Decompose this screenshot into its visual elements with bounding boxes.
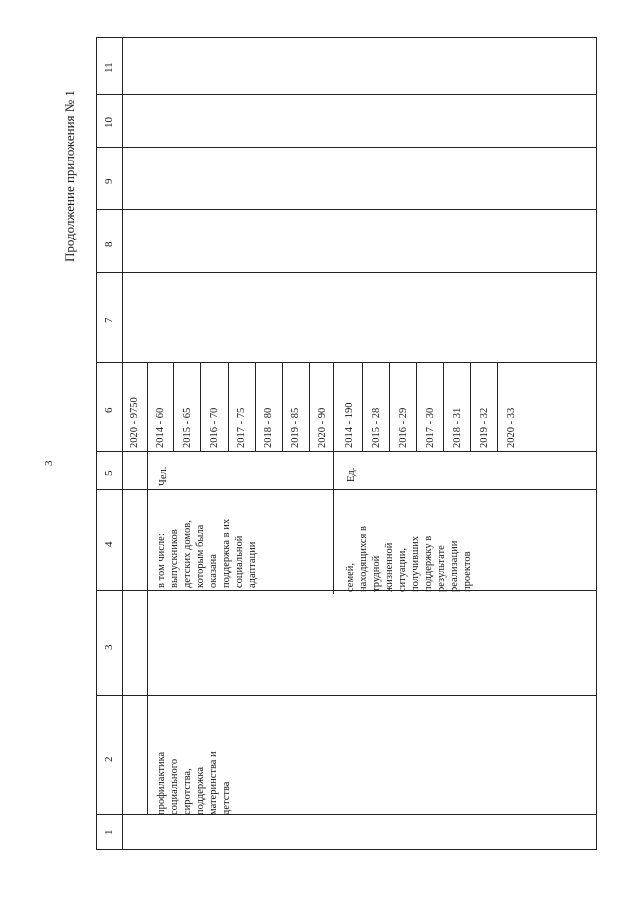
group-sep <box>333 362 334 594</box>
col-sep-9-10 <box>96 147 597 148</box>
c6-sep <box>443 362 444 451</box>
indicator-b: семей, находящихся в трудной жизненной ситуации, получивших поддержку в результате реализации проектов <box>345 526 473 592</box>
c6-sep <box>200 362 201 451</box>
col-number-1: 1 <box>103 829 115 835</box>
c6-sep <box>362 362 363 451</box>
c6-sep <box>416 362 417 451</box>
value-b-1: 2015 - 28 <box>371 407 382 448</box>
col-number-3: 3 <box>103 644 115 650</box>
value-a-6: 2019 - 85 <box>290 407 301 448</box>
col-sep-7-8 <box>96 272 597 273</box>
unit-b: Ед. <box>346 467 357 482</box>
col-sep-4-5 <box>96 489 597 490</box>
value-a-5: 2018 - 80 <box>263 407 274 448</box>
col-number-4: 4 <box>103 541 115 547</box>
value-a-3: 2016 - 70 <box>209 407 220 448</box>
value-a-0: 2020 - 9750 <box>129 397 140 448</box>
value-b-5: 2019 - 32 <box>479 407 490 448</box>
program-description: профилактика социального сиротства, поддержка материнства и детства <box>156 751 232 815</box>
page-title: Продолжение приложения № 1 <box>62 90 77 262</box>
c6-sep <box>228 362 229 451</box>
col-sep-5-6 <box>96 451 597 452</box>
value-b-3: 2017 - 30 <box>425 407 436 448</box>
col-sep-10-11 <box>96 94 597 95</box>
value-a-2: 2015 - 65 <box>182 407 193 448</box>
value-b-2: 2016 - 29 <box>398 407 409 448</box>
c6-sep <box>309 362 310 451</box>
c6-sep <box>497 362 498 451</box>
page-number: 3 <box>43 460 55 466</box>
c6-sep <box>255 362 256 451</box>
row1-sep <box>147 451 148 814</box>
col-number-11: 11 <box>103 62 115 73</box>
col-sep-2-3 <box>96 695 597 696</box>
col-number-9: 9 <box>103 178 115 184</box>
col-sep-6-7 <box>96 362 597 363</box>
col-sep-8-9 <box>96 209 597 210</box>
c6-sep <box>389 362 390 451</box>
c6-sep <box>173 362 174 451</box>
col-number-8: 8 <box>103 241 115 247</box>
unit-a: Чел. <box>158 466 169 486</box>
c6-sep <box>147 362 148 451</box>
value-b-4: 2018 - 31 <box>452 407 463 448</box>
col-number-2: 2 <box>103 756 115 762</box>
c6-sep <box>282 362 283 451</box>
col-number-6: 6 <box>103 407 115 413</box>
value-b-6: 2020 - 33 <box>506 407 517 448</box>
col-number-10: 10 <box>103 117 115 128</box>
value-a-1: 2014 - 60 <box>155 407 166 448</box>
col-number-5: 5 <box>103 470 115 476</box>
c6-sep <box>470 362 471 451</box>
col-number-7: 7 <box>103 317 115 323</box>
value-b-0: 2014 - 190 <box>344 402 355 448</box>
value-a-4: 2017 - 75 <box>236 407 247 448</box>
indicator-a: в том числе: выпускников детских домов, которым была оказана поддержка в их социальной адаптации <box>156 518 258 588</box>
header-row-sep <box>122 37 123 850</box>
value-a-7: 2020 - 90 <box>317 407 328 448</box>
